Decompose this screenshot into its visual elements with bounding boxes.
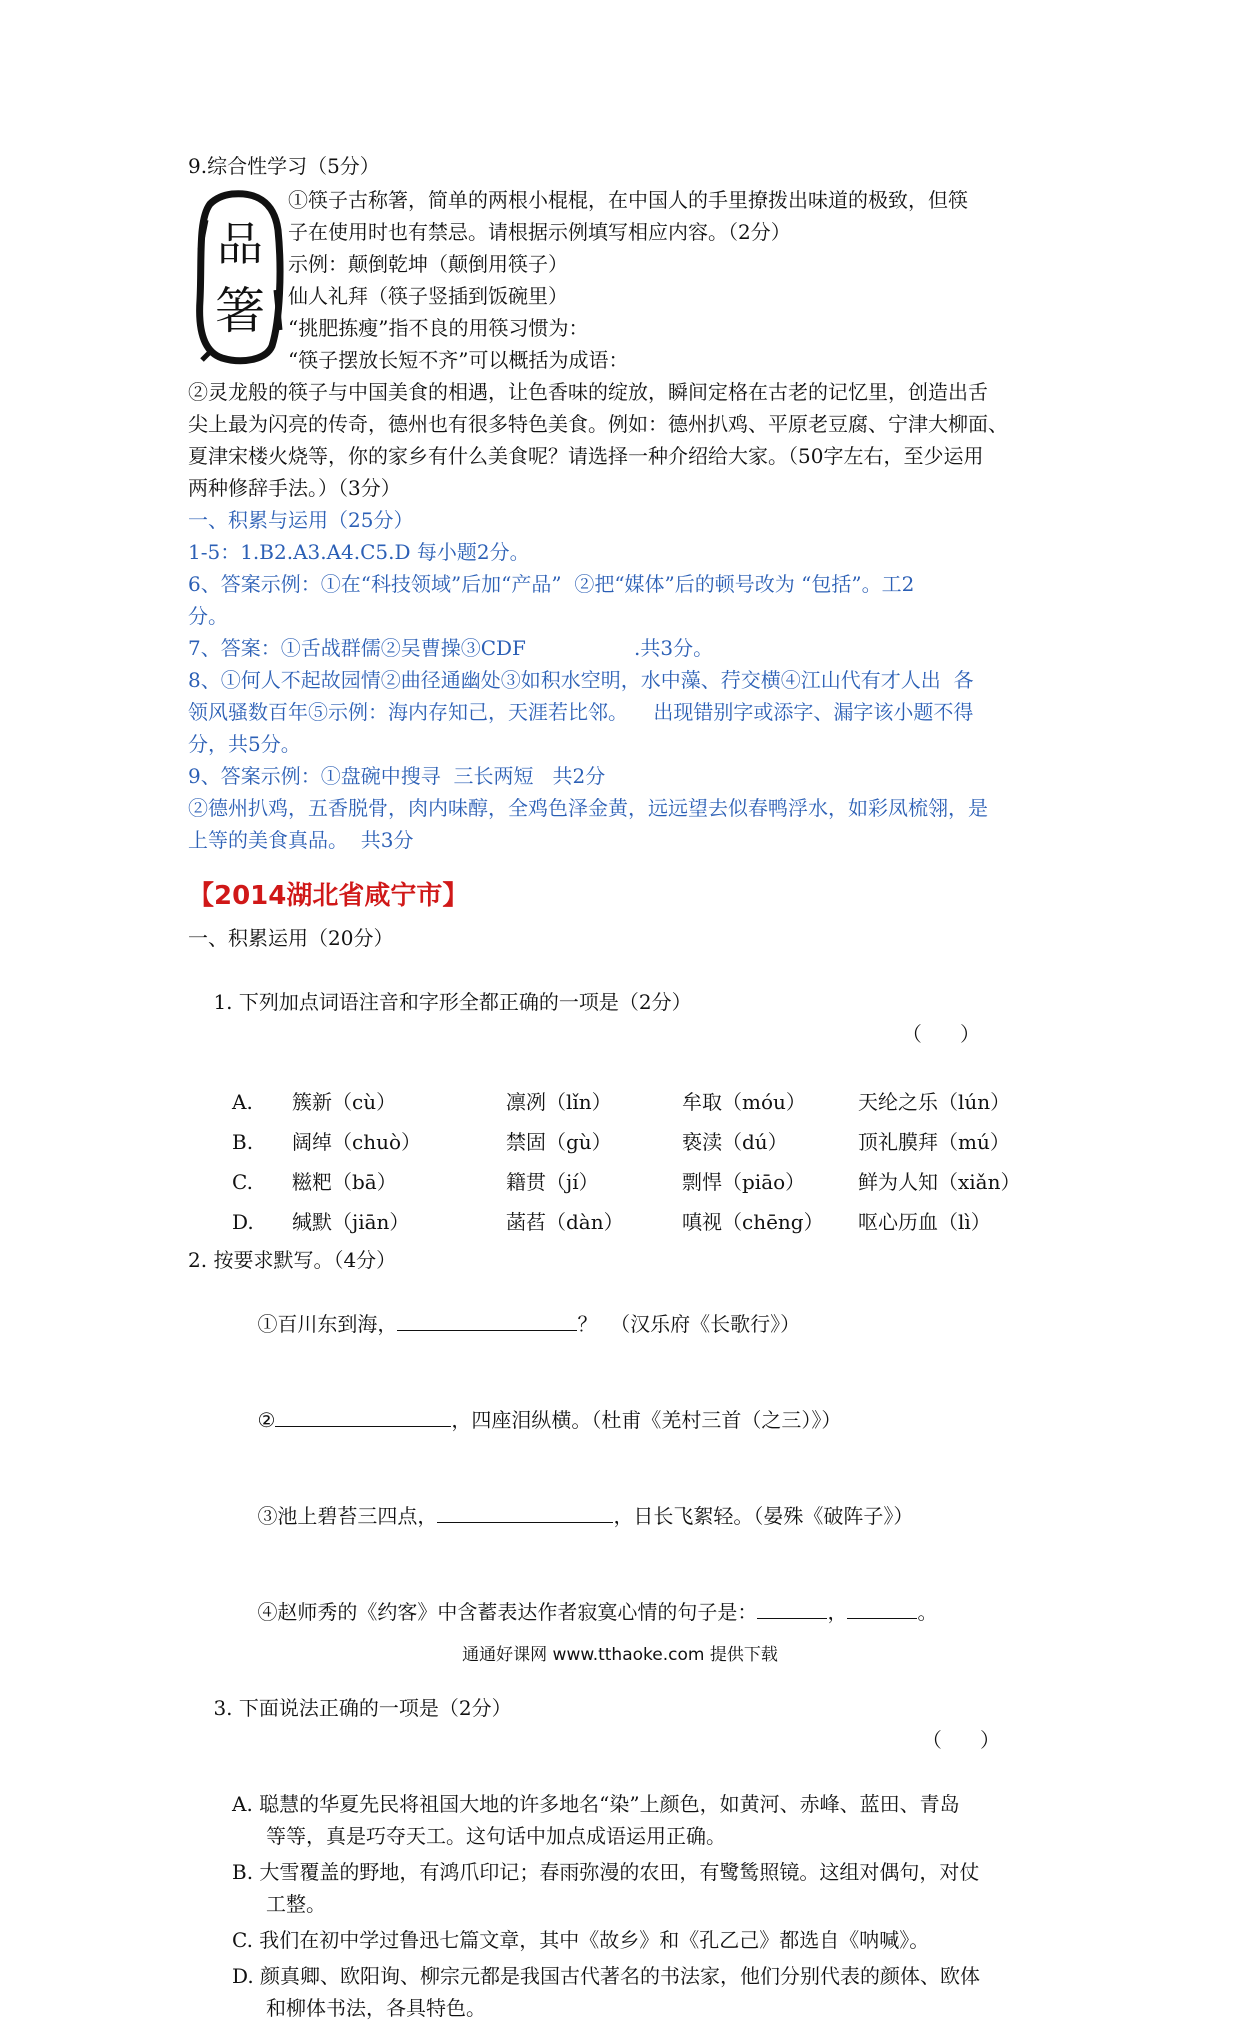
q2-l3b: ，日长飞絮轻。（晏殊《破阵子》） bbox=[613, 1504, 914, 1528]
q2-stem: 2. 按要求默写。（4分） bbox=[188, 1248, 397, 1272]
q9-p8: 尖上最为闪亮的传奇，德州也有很多特色美食。例如：德州扒鸡、平原老豆腐、宁津大柳面、 bbox=[188, 412, 1008, 436]
answer-line: 1-5：1.B2.A3.A4.C5.D 每小题2分。 bbox=[188, 540, 530, 564]
option-item: 亵渎（dú） bbox=[682, 1130, 788, 1154]
q9-p6: “筷子摆放长短不齐”可以概括为成语： bbox=[288, 348, 629, 372]
option-item: 天纶之乐（lún） bbox=[858, 1090, 1011, 1114]
q9-p5: “挑肥拣瘦”指不良的用筷习惯为： bbox=[288, 316, 589, 340]
q1-stem-text: 1. 下列加点词语注音和字形全都正确的一项是（2分） bbox=[213, 990, 692, 1014]
q3-option-a1: A. 聪慧的华夏先民将祖国大地的许多地名“染”上颜色，如黄河、赤峰、蓝田、青岛 bbox=[232, 1792, 960, 1816]
page-footer: 通通好课网 www.tthaoke.com 提供下载 bbox=[462, 1645, 778, 1665]
option-item: 簇新（cù） bbox=[292, 1090, 397, 1114]
q3-option-b2: 工整。 bbox=[266, 1892, 326, 1916]
q9-p7: ②灵龙般的筷子与中国美食的相遇，让色香味的绽放，瞬间定格在古老的记忆里，创造出舌 bbox=[188, 380, 988, 404]
q3-stem-text: 3. 下面说法正确的一项是（2分） bbox=[213, 1696, 512, 1720]
answer-line: 分。 bbox=[188, 604, 228, 628]
answer-blank[interactable] bbox=[437, 1500, 613, 1523]
q3-answer-paren: （ ） bbox=[921, 1728, 1000, 1752]
answer-line: 分，共5分。 bbox=[188, 732, 301, 756]
q2-line1 bbox=[188, 1276, 1060, 1372]
q3-option-b1: B. 大雪覆盖的野地，有鸿爪印记；春雨弥漫的农田，有鹭鸶照镜。这组对偶句，对仗 bbox=[232, 1860, 980, 1884]
option-item: 剽悍（piāo） bbox=[682, 1170, 806, 1194]
q2-line2 bbox=[188, 1372, 1060, 1468]
answer-blank[interactable] bbox=[275, 1404, 451, 1427]
q3-option-a2: 等等，真是巧夺天工。这句话中加点成语运用正确。 bbox=[266, 1824, 726, 1848]
q3-option-c1: C. 我们在初中学过鲁迅七篇文章，其中《故乡》和《孔乙己》都选自《呐喊》。 bbox=[232, 1928, 930, 1952]
q9-p2: 子在使用时也有禁忌。请根据示例填写相应内容。（2分） bbox=[288, 220, 791, 244]
answer-line: 6、答案示例：①在“科技领域”后加“产品” ②把“媒体”后的顿号改为 “包括”。工2 bbox=[188, 572, 915, 596]
svg-text:箸: 箸 bbox=[215, 282, 265, 340]
option-item: 凛冽（lǐn） bbox=[506, 1090, 612, 1114]
option-item: 牟取（móu） bbox=[682, 1090, 806, 1114]
option-label: C. bbox=[232, 1170, 253, 1194]
q9-p4: 仙人礼拜（筷子竖插到饭碗里） bbox=[288, 284, 568, 308]
answer-line: 8、①何人不起故园情②曲径通幽处③如积水空明，水中藻、荇交横④江山代有才人出 各 bbox=[188, 668, 974, 692]
answer-line: 上等的美食真品。 共3分 bbox=[188, 828, 414, 852]
q9-title: 9.综合性学习（5分） bbox=[188, 154, 380, 178]
option-item: 鲜为人知（xiǎn） bbox=[858, 1170, 1021, 1194]
q9-part1 bbox=[288, 184, 1060, 376]
answer-line: 领风骚数百年⑤示例：海内存知己，天涯若比邻。 出现错别字或添字、漏字该小题不得 bbox=[188, 700, 974, 724]
part1-title: 一、积累运用（20分） bbox=[188, 926, 394, 950]
option-label: B. bbox=[232, 1130, 254, 1154]
q9-p3: 示例：颠倒乾坤（颠倒用筷子） bbox=[288, 252, 568, 276]
option-item: 糍粑（bā） bbox=[292, 1170, 397, 1194]
q2-l2b: ，四座泪纵横。（杜甫《羌村三首（之三）》） bbox=[451, 1408, 842, 1432]
q2-l4a: ④赵师秀的《约客》中含蓄表达作者寂寞心情的句子是： bbox=[257, 1600, 758, 1624]
q9-p10: 两种修辞手法。）（3分） bbox=[188, 476, 401, 500]
q2-l4c: 。 bbox=[917, 1600, 938, 1624]
q1-option-a bbox=[188, 1082, 1060, 1122]
q9-p1: ①筷子古称箸，简单的两根小棍棍，在中国人的手里撩拨出味道的极致，但筷 bbox=[288, 188, 968, 212]
answer-blank[interactable] bbox=[397, 1308, 577, 1331]
q2-line3 bbox=[188, 1468, 1060, 1564]
section-title: 【2014湖北省咸宁市】 bbox=[188, 881, 469, 911]
q3-option-d2: 和柳体书法，各具特色。 bbox=[266, 1996, 486, 2020]
option-item: 顶礼膜拜（mú） bbox=[858, 1130, 1010, 1154]
q2-l2a: ② bbox=[257, 1408, 276, 1432]
option-item: 缄默（jiān） bbox=[292, 1210, 410, 1234]
q9-p9: 夏津宋楼火烧等，你的家乡有什么美食呢？请选择一种介绍给大家。（50字左右，至少运用 bbox=[188, 444, 984, 468]
q2-l3a: ③池上碧苔三四点， bbox=[257, 1504, 438, 1528]
answer-line: 7、答案：①舌战群儒②吴曹操③CDF .共3分。 bbox=[188, 636, 714, 660]
q2-l4b: ， bbox=[827, 1600, 848, 1624]
answer-line: 9、答案示例：①盘碗中搜寻 三长两短 共2分 bbox=[188, 764, 606, 788]
q3-option-d1: D. 颜真卿、欧阳询、柳宗元都是我国古代著名的书法家，他们分别代表的颜体、欧体 bbox=[232, 1964, 981, 1988]
option-item: 嗔视（chēng） bbox=[682, 1210, 824, 1234]
option-label: D. bbox=[232, 1210, 254, 1234]
option-item: 籍贯（jí） bbox=[506, 1170, 599, 1194]
answer-blank[interactable] bbox=[847, 1596, 917, 1619]
option-item: 呕心历血（lì） bbox=[858, 1210, 991, 1234]
option-item: 禁固（gù） bbox=[506, 1130, 612, 1154]
option-label: A. bbox=[232, 1090, 253, 1114]
q2-l1b: ？ （汉乐府《长歌行》） bbox=[577, 1312, 801, 1336]
option-item: 菡萏（dàn） bbox=[506, 1210, 624, 1234]
q2-l1a: ①百川东到海， bbox=[257, 1312, 398, 1336]
option-item: 阔绰（chuò） bbox=[292, 1130, 422, 1154]
q1-stem bbox=[188, 954, 1060, 1082]
answer-line: 一、积累与运用（25分） bbox=[188, 508, 414, 532]
q1-option-d bbox=[188, 1202, 1060, 1242]
answer-line: ②德州扒鸡，五香脱骨，肉内味醇，全鸡色泽金黄，远远望去似春鸭浮水，如彩凤梳翎，是 bbox=[188, 796, 988, 820]
q1-option-b bbox=[188, 1122, 1060, 1162]
q1-answer-paren: （ ） bbox=[901, 1022, 980, 1046]
q1-option-c bbox=[188, 1162, 1060, 1202]
answer-block bbox=[188, 504, 1060, 856]
svg-text:品: 品 bbox=[217, 217, 263, 271]
answer-blank[interactable] bbox=[757, 1596, 827, 1619]
page-content bbox=[188, 150, 1060, 2024]
q3-stem bbox=[188, 1660, 1060, 1788]
